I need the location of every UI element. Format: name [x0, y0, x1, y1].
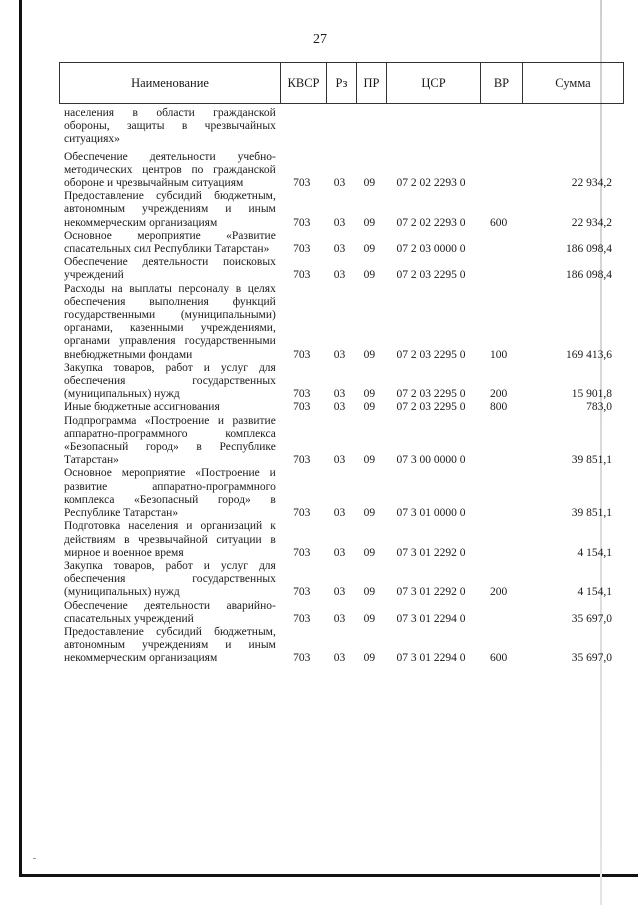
row-kvsr: 703 [293, 652, 311, 665]
row-rz: 03 [333, 586, 346, 599]
row-kvsr: 703 [293, 243, 311, 256]
row-name: Обеспечение деятельности аварийно-спасательных учреждений [64, 599, 276, 625]
row-vr: 800 [489, 401, 508, 414]
row-name: населения в области гражданской обороны, защиты в чрезвычайных ситуациях» [64, 107, 276, 146]
row-name: Иные бюджетные ассигнования [64, 401, 220, 414]
row-name: Расходы на выплаты персоналу в целях обеспечения выполнения функций государственными (муниципальными) органами, казенными учреждениями, органами управления государственными внебюджетными фондами [64, 282, 276, 361]
row-name: Подпрограмма «Построение и развитие аппаратно-программного комплекса «Безопасный город» в Республике Татарстан» [64, 414, 276, 467]
row-kvsr: 703 [293, 348, 311, 361]
row-pr: 09 [363, 388, 376, 401]
table-row [59, 283, 619, 362]
row-rz: 03 [333, 401, 346, 414]
row-kvsr: 703 [293, 216, 311, 229]
header-kvsr: КВСР [281, 63, 327, 103]
row-sum: 39 851,1 [571, 507, 612, 520]
row-rz: 03 [333, 507, 346, 520]
row-pr: 09 [363, 216, 376, 229]
row-kvsr: 703 [293, 546, 311, 559]
row-name: Обеспечение деятельности учебно-методических центров по гражданской обороне и чрезвычайным ситуациям [64, 150, 276, 190]
table-row [59, 230, 619, 256]
row-rz: 03 [333, 546, 346, 559]
row-sum: 186 098,4 [565, 269, 612, 282]
row-sum: 15 901,8 [571, 388, 612, 401]
row-csr: 07 3 00 0000 0 [396, 454, 466, 467]
table-row [59, 520, 619, 560]
row-pr: 09 [363, 177, 376, 190]
row-csr: 07 2 02 2293 0 [396, 216, 466, 229]
table-row [59, 600, 619, 626]
row-kvsr: 703 [293, 586, 311, 599]
row-rz: 03 [333, 388, 346, 401]
row-csr: 07 3 01 2292 0 [396, 586, 466, 599]
scan-speck [33, 858, 36, 859]
row-sum: 22 934,2 [571, 177, 612, 190]
row-pr: 09 [363, 652, 376, 665]
row-pr: 09 [363, 546, 376, 559]
row-pr: 09 [363, 401, 376, 414]
row-sum: 783,0 [586, 401, 612, 414]
row-pr: 09 [363, 586, 376, 599]
row-csr: 07 3 01 2294 0 [396, 612, 466, 625]
row-csr: 07 3 01 0000 0 [396, 507, 466, 520]
row-csr: 07 2 02 2293 0 [396, 177, 466, 190]
row-sum: 35 697,0 [571, 652, 612, 665]
table-row [59, 626, 619, 666]
page-number: 27 [313, 32, 327, 47]
row-csr: 07 2 03 0000 0 [396, 243, 466, 256]
row-name: Обеспечение деятельности поисковых учреждений [64, 256, 276, 282]
row-csr: 07 3 01 2292 0 [396, 546, 466, 559]
row-rz: 03 [333, 177, 346, 190]
row-pr: 09 [363, 612, 376, 625]
header-pr: ПР [357, 63, 387, 103]
row-vr: 200 [489, 586, 508, 599]
row-sum: 4 154,1 [577, 546, 612, 559]
header-rz: Рз [327, 63, 357, 103]
row-rz: 03 [333, 348, 346, 361]
row-rz: 03 [333, 454, 346, 467]
row-kvsr: 703 [293, 269, 311, 282]
table-row [59, 256, 619, 282]
table-body [59, 107, 619, 666]
header-sum: Сумма [555, 75, 591, 90]
row-kvsr: 703 [293, 507, 311, 520]
row-sum: 39 851,1 [571, 454, 612, 467]
row-pr: 09 [363, 454, 376, 467]
row-name: Подготовка населения и организаций к действиям в чрезвычайной ситуации в мирное и военное время [64, 520, 276, 559]
row-name: Предоставление субсидий бюджетным, автономным учреждениям и иным некоммерческим организациям [64, 625, 276, 665]
table-header [59, 62, 624, 104]
row-sum: 169 413,6 [565, 348, 612, 361]
row-sum: 35 697,0 [571, 612, 612, 625]
row-pr: 09 [363, 348, 376, 361]
row-csr: 07 2 03 2295 0 [396, 401, 466, 414]
row-name: Основное мероприятие «Развитие спасательных сил Республики Татарстан» [64, 229, 276, 256]
table-row [59, 190, 619, 230]
header-vr: ВР [481, 63, 523, 103]
table-row [59, 362, 619, 402]
header-name: Наименование [60, 63, 281, 103]
row-kvsr: 703 [293, 401, 311, 414]
row-kvsr: 703 [293, 177, 311, 190]
row-rz: 03 [333, 243, 346, 256]
row-name: Закупка товаров, работ и услуг для обеспечения государственных (муниципальных) нужд [64, 559, 276, 599]
table-row [59, 560, 619, 600]
table-row [59, 401, 619, 414]
row-csr: 07 2 03 2295 0 [396, 269, 466, 282]
row-vr: 100 [489, 348, 508, 361]
row-vr: 600 [489, 652, 508, 665]
row-pr: 09 [363, 507, 376, 520]
row-name: Предоставление субсидий бюджетным, автономным учреждениям и иным некоммерческим организациям [64, 190, 276, 229]
row-sum: 22 934,2 [571, 216, 612, 229]
row-name: Основное мероприятие «Построение и развитие аппаратно-программного комплекса «Безопасный город» в Республике Татарстан» [64, 467, 276, 520]
row-name: Закупка товаров, работ и услуг для обеспечения государственных (муниципальных) нужд [64, 361, 276, 401]
row-kvsr: 703 [293, 388, 311, 401]
row-pr: 09 [363, 243, 376, 256]
row-rz: 03 [333, 652, 346, 665]
row-rz: 03 [333, 612, 346, 625]
row-vr: 600 [489, 216, 508, 229]
row-csr: 07 2 03 2295 0 [396, 348, 466, 361]
table-row [59, 415, 619, 468]
row-rz: 03 [333, 216, 346, 229]
row-sum: 186 098,4 [565, 243, 612, 256]
row-pr: 09 [363, 269, 376, 282]
row-kvsr: 703 [293, 612, 311, 625]
row-csr: 07 2 03 2295 0 [396, 388, 466, 401]
row-rz: 03 [333, 269, 346, 282]
table-row [59, 151, 619, 191]
row-sum: 4 154,1 [577, 586, 612, 599]
table-row [59, 467, 619, 520]
row-kvsr: 703 [293, 454, 311, 467]
table-row [59, 107, 619, 147]
header-csr: ЦСР [387, 63, 481, 103]
row-vr: 200 [489, 388, 508, 401]
row-csr: 07 3 01 2294 0 [396, 652, 466, 665]
